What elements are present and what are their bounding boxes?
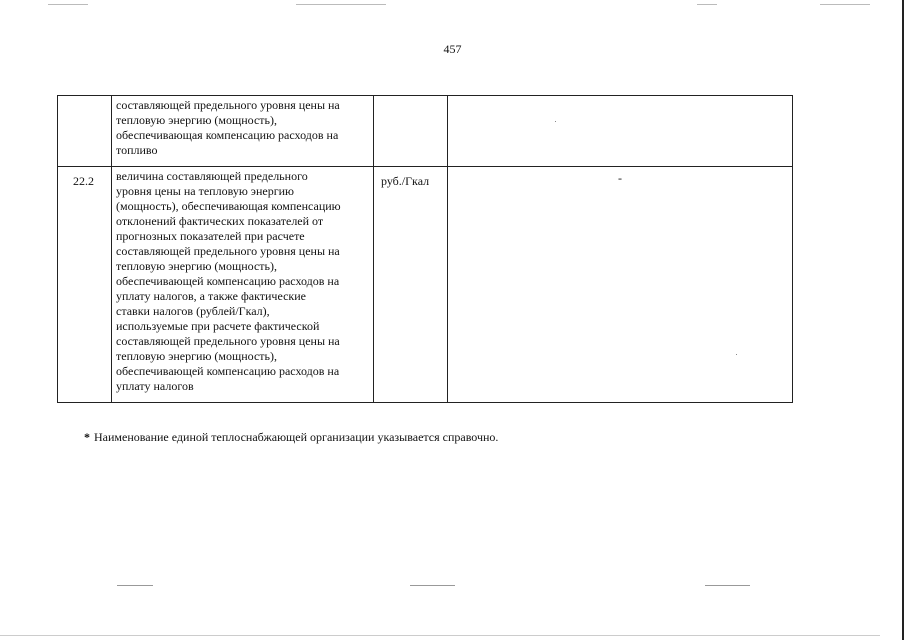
footnote-text: Наименование единой теплоснабжающей организации указывается справочно. <box>94 430 499 444</box>
page-number: 457 <box>443 42 462 56</box>
data-table <box>57 95 793 403</box>
row-unit-cell <box>374 167 448 403</box>
description-line: (мощность), обеспечивающая компенсацию <box>116 199 341 213</box>
row-value <box>448 96 792 100</box>
footnote-marker: * <box>84 430 90 444</box>
row-description <box>112 96 373 160</box>
row-unit: руб./Гкал <box>381 174 430 188</box>
description-line: составляющей предельного уровня цены на <box>116 98 340 112</box>
description-line: отклонений фактических показателей от <box>116 214 324 228</box>
row-value: - <box>618 171 622 185</box>
row-number <box>58 96 111 103</box>
scan-artifact <box>0 635 880 636</box>
row-number-cell <box>58 96 112 167</box>
scan-speck <box>736 354 737 355</box>
description-line: обеспечивающей компенсацию расходов на <box>116 364 340 378</box>
description-line: составляющей предельного уровня цены на <box>116 244 340 258</box>
table-row <box>58 96 793 167</box>
scan-speck <box>555 121 556 122</box>
row-number: 22.2 <box>73 174 94 188</box>
description-line: используемые при расчете фактической <box>116 319 320 333</box>
description-line: уплату налогов <box>116 379 194 393</box>
row-value-cell <box>448 167 793 403</box>
table-row <box>58 167 793 403</box>
scan-artifact <box>48 4 88 5</box>
description-line: уровня цены на тепловую энергию <box>116 184 294 198</box>
description-line: прогнозных показателей при расчете <box>116 229 305 243</box>
scan-speck <box>410 585 455 586</box>
description-line: величина составляющей предельного <box>116 169 308 183</box>
row-number-cell <box>58 167 112 403</box>
description-line: топливо <box>116 143 158 157</box>
scan-speck <box>117 585 153 586</box>
row-description-cell <box>112 96 374 167</box>
footnote <box>84 430 498 445</box>
description-line: тепловую энергию (мощность), <box>116 349 277 363</box>
scan-speck <box>705 585 750 586</box>
description-line: обеспечивающая компенсацию расходов на <box>116 128 339 142</box>
scan-artifact <box>697 4 717 5</box>
row-description <box>112 167 373 396</box>
row-unit-cell <box>374 96 448 167</box>
scan-edge <box>902 0 904 640</box>
description-line: ставки налогов (рублей/Гкал), <box>116 304 270 318</box>
description-line: тепловую энергию (мощность), <box>116 113 277 127</box>
description-line: составляющей предельного уровня цены на <box>116 334 340 348</box>
row-description-cell <box>112 167 374 403</box>
scan-artifact <box>820 4 870 5</box>
description-line: обеспечивающей компенсацию расходов на <box>116 274 340 288</box>
description-line: уплату налогов, а также фактические <box>116 289 306 303</box>
row-value-cell <box>448 96 793 167</box>
row-unit <box>374 96 447 103</box>
description-line: тепловую энергию (мощность), <box>116 259 277 273</box>
scan-artifact <box>296 4 386 5</box>
